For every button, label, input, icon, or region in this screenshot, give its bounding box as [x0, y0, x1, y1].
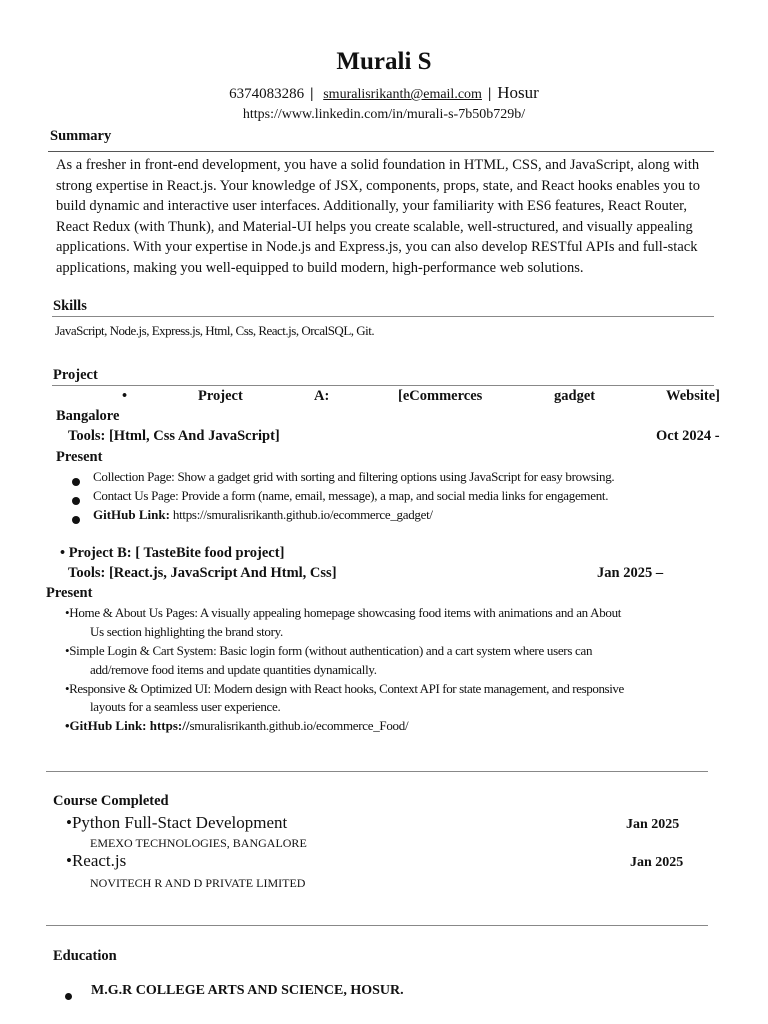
github-link[interactable]: smuralisrikanth.github.io/ecommerce_Food/: [189, 718, 409, 733]
course-org: NOVITECH R AND D PRIVATE LIMITED: [90, 876, 306, 890]
project-a-location: Bangalore: [56, 408, 120, 424]
project-b-item-cont: Us section highlighting the brand story.: [90, 624, 283, 639]
summary-text: As a fresher in front-end development, you have a solid foundation in HTML, CSS, and JavaScript, along with strong expertise in React.js. Your knowledge of JSX, components, props, state, and React hooks enables you to build dynamic and interactive user interfaces. Additionally, your familiarity with ES6 features, React Router, React Redux (with Thunk), and Material-UI helps you create scalable, well-structured, and visually appealing applications. With your expertise in Node.js and Express.js, you can also develop RESTful APIs and full-stack applications, making you well-equipped to build modern, high-performance web solutions.: [56, 157, 700, 276]
separator: |: [310, 86, 314, 102]
project-a-title-word: Project: [198, 388, 243, 404]
project-b-item-cont: add/remove food items and update quantities dynamically.: [90, 662, 377, 677]
courses-heading: Course Completed: [53, 793, 169, 809]
candidate-name: Murali S: [336, 48, 432, 75]
course-title: •React.js: [66, 851, 127, 870]
city: Hosur: [497, 83, 539, 102]
project-a-date-end: Present: [56, 449, 103, 465]
list-bullet: [65, 987, 72, 1005]
linkedin-url[interactable]: https://www.linkedin.com/in/murali-s-7b50b729b/: [242, 107, 526, 122]
project-b-tools: Tools: [React.js, JavaScript And Html, Css]: [68, 565, 337, 581]
project-a-bullet: •: [122, 388, 128, 404]
github-link[interactable]: https://smuralisrikanth.github.io/ecommerce_gadget/: [172, 507, 433, 522]
course-org: EMEXO TECHNOLOGIES, BANGALORE: [90, 836, 307, 850]
project-b-date-start: Jan 2025 –: [597, 565, 664, 581]
email-link[interactable]: smuralisrikanth@email.com: [323, 87, 482, 102]
github-label: •GitHub Link: https://: [65, 718, 190, 733]
github-label: GitHub Link:: [93, 507, 170, 522]
project-a-github: [93, 507, 433, 523]
section-divider: [46, 925, 708, 926]
skills-rule: [52, 316, 714, 317]
project-b-item: •Responsive & Optimized UI: Modern design with React hooks, Context API for state management, and responsive: [65, 681, 624, 696]
project-a-tools: Tools: [Html, Css And JavaScript]: [68, 428, 280, 444]
project-a-title-word: Website]: [666, 388, 720, 404]
education-heading: Education: [53, 948, 117, 964]
list-bullet: [72, 511, 80, 529]
project-b-github: [65, 718, 408, 734]
project-a-title-word: gadget: [554, 388, 596, 404]
summary-rule: [48, 151, 714, 152]
project-rule: [52, 385, 714, 386]
list-bullet: [72, 473, 80, 491]
course-date: Jan 2025: [630, 855, 684, 870]
project-a-title-word: A:: [314, 388, 330, 404]
project-b-item: •Simple Login & Cart System: Basic login form (without authentication) and a cart system where users can: [65, 643, 593, 658]
project-b-title: • Project B: [ TasteBite food project]: [60, 545, 285, 561]
contact-line: [0, 83, 768, 103]
project-b-date-end: Present: [46, 585, 93, 601]
course-title: •Python Full-Stact Development: [66, 813, 288, 832]
list-bullet: [72, 492, 80, 510]
course-date: Jan 2025: [626, 817, 680, 832]
skills-text: JavaScript, Node.js, Express.js, Html, Css, React.js, OrcalSQL, Git.: [55, 323, 375, 338]
separator: |: [487, 86, 492, 102]
phone-number: 6374083286: [229, 86, 305, 102]
skills-heading: Skills: [53, 298, 87, 314]
section-divider: [46, 771, 708, 772]
project-a-title-word: [eCommerces: [398, 388, 483, 404]
project-b-item: •Home & About Us Pages: A visually appealing homepage showcasing food items with animations and an About: [65, 605, 622, 620]
education-item: M.G.R COLLEGE ARTS AND SCIENCE, HOSUR.: [91, 983, 404, 998]
project-heading: Project: [53, 367, 98, 383]
project-a-item: Contact Us Page: Provide a form (name, email, message), a map, and social media links for engagement.: [93, 488, 609, 503]
project-b-item-cont: layouts for a seamless user experience.: [90, 699, 281, 714]
project-a-date-start: Oct 2024 -: [656, 428, 720, 444]
project-a-item: Collection Page: Show a gadget grid with sorting and filtering options using JavaScript for easy browsing.: [93, 469, 615, 484]
summary-heading: Summary: [50, 128, 112, 144]
